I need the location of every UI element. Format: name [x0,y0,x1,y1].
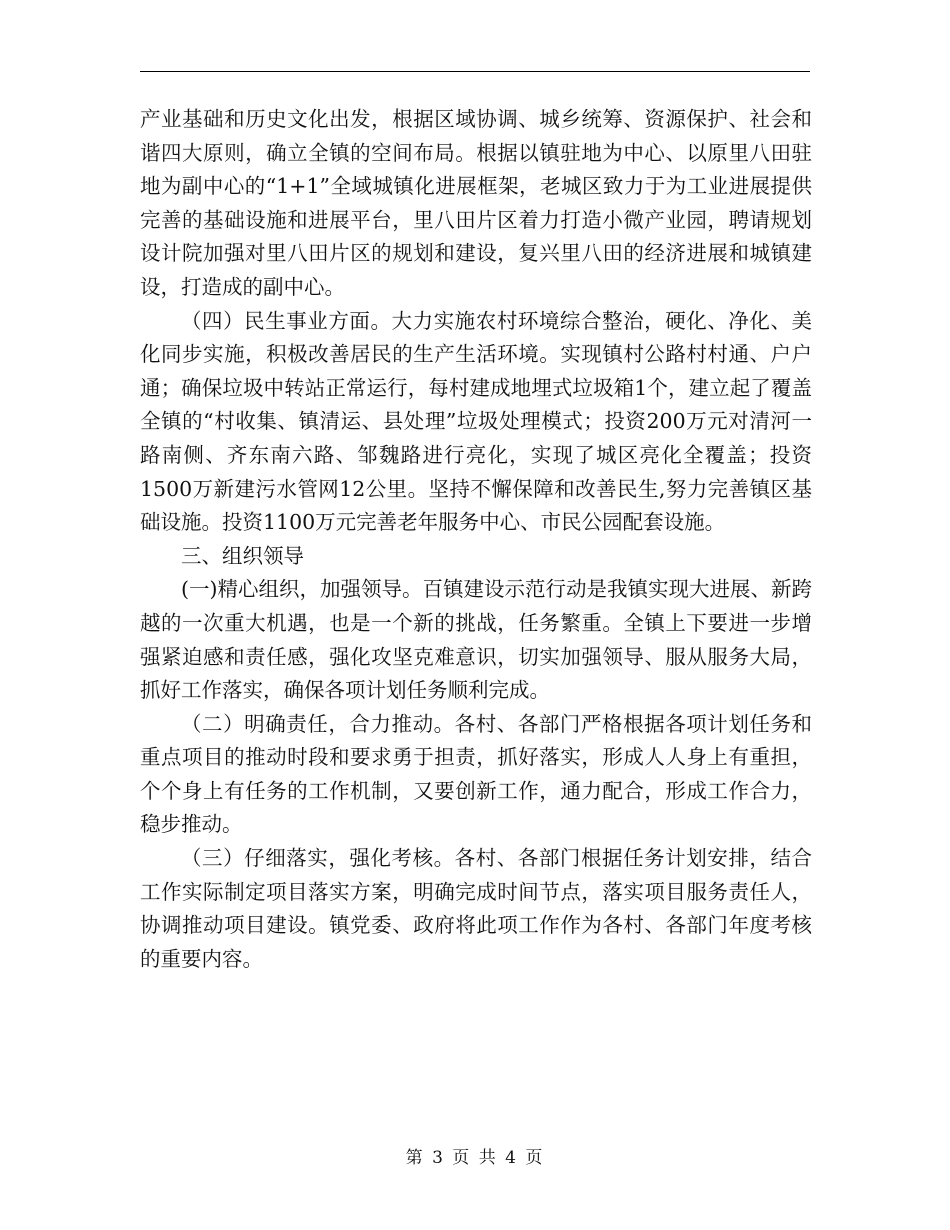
header-rule [140,71,810,72]
paragraph-livelihood: （四）民生事业方面。大力实施农村环境综合整治，硬化、净化、美化同步实施，积极改善居民的生产生活环境。实现镇村公路村村通、户户通；确保垃圾中转站正常运行，每村建成地埋式垃圾箱1个，建立起了覆盖全镇的“村收集、镇清运、县处理”垃圾处理模式；投资200万元对清河一路南侧、齐东南六路、邹魏路进行亮化，实现了城区亮化全覆盖；投资1500万新建污水管网12公里。坚持不懈保障和改善民生,努力完善镇区基础设施。投资1100万元完善老年服务中心、市民公园配套设施。 [140,308,812,535]
paragraph-leadership: (一)精心组织，加强领导。百镇建设示范行动是我镇实现大进展、新跨越的一次重大机遇，也是一个新的挑战，任务繁重。全镇上下要进一步增强紧迫感和责任感，强化攻坚克难意识，切实加强领导、服从服务大局，抓好工作落实，确保各项计划任务顺利完成。 [140,577,812,703]
page-number: 第 3 页 共 4 页 [405,1148,545,1168]
paragraph-assessment: （三）仔细落实，强化考核。各村、各部门根据任务计划安排，结合工作实际制定项目落实方案，明确完成时间节点，落实项目服务责任人，协调推动项目建设。镇党委、政府将此项工作作为各村、各部门年度考核的重要内容。 [140,846,812,971]
section-heading-organization: 三、组织领导 [181,543,304,568]
paragraph-spatial-layout: 产业基础和历史文化出发，根据区域协调、城乡统筹、资源保护、社会和谐四大原则，确立全镇的空间布局。根据以镇驻地为中心、以原里八田驻地为副中心的“1+1”全域城镇化进展框架，老城区致力于为工业进展提供完善的基础设施和进展平台，里八田片区着力打造小微产业园，聘请规划设计院加强对里八田片区的规划和建设，复兴里八田的经济进展和城镇建设，打造成的副中心。 [140,107,812,299]
paragraph-responsibility: （二）明确责任，合力推动。各村、各部门严格根据各项计划任务和重点项目的推动时段和要求勇于担责，抓好落实，形成人人身上有重担，个个身上有任务的工作机制，又要创新工作，通力配合，形成工作合力，稳步推动。 [140,711,812,837]
document-body [140,103,812,976]
